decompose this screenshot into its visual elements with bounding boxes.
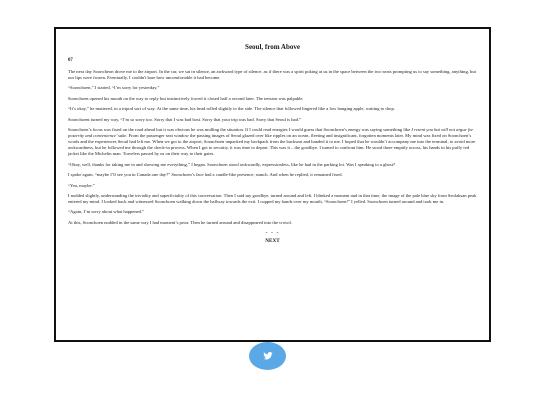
paragraph: “Okay, well, thanks for taking me in and showing me everything,” I began. Soonchoen stood awkwardly, expressionless, like he had in the parking lot. Was I speaking to a ghost?: [68, 161, 396, 167]
paragraph: The next day Sooncheon drove me to the airport. In the car, we sat in silence, an awkward type of silence, as if there was a spirit poking at us in the space between the two seats prompting us to say something, anything, but our lips were frozen. Eventually, I couldn't bare how uncomfortable it had become.: [68, 69, 476, 80]
paragraph: I nodded slightly, understanding the triviality and superficiality of this conversation. Then I said my goodbye, turned around and left. I blinked a moment and in that time, the image of the pale blue sky from Seolaksan peak entered my mind. I looked back and witnessed Soonchoen walking down the hallway towards the exit. I cupped my hands over my mouth, “Soonchoen!” I yelled. Soonchoen turned around and took me in.: [68, 193, 477, 204]
paragraph: “It’s okay,” he muttered, in a tripod sort of way. At the same time, his head rolled slightly to the side. The silence that followed lingered like a low hanging apple, waiting to drop.: [68, 106, 395, 112]
paragraph-text: From the passenger seat window the passing images of Seoul glazed over like ripples on an ocean, fleeting and insignificant, forgotten moments later. My mind was fixed on Soonchoen’s words and the experiences Seoul had left me. When we got to the airport, Soonchoen unpacked my backpack from the backseat and handed it to me. I hoped that he wouldn’t accompany me into the terminal, to avoid more awkwardness, but he followed me through the check-in process. When I got to security, it was time to depart. This was it – the goodbye. I turned to confront him. He stood there emptily across, his hands in his puffy red jacket like the Michelin man. Travelers passed by us on their way to their gates.: [68, 133, 476, 157]
paragraph: Soonchoent turned my way, “I’m so sorry too. Sorry that I was bad host. Sorry that your trip was bad. Sorry that Seoul is bad.”: [68, 116, 302, 122]
paragraph: “Again, I’m sorry about what happened.”: [68, 209, 145, 215]
section-separator: - - -: [265, 230, 280, 237]
chapter-number: 07: [68, 58, 73, 63]
paragraph: “Soonchoen,” I started, “I’m sorry for yesterday.”: [68, 85, 160, 91]
paragraph: I spoke again, “maybe I’ll see you in Canada one day?” Soonchoen’s face had a candle-like presence; stanch. And when he replied, it remained fixed.: [68, 172, 343, 178]
paragraph: At this, Soonchoen nodded in the same way I had moment’s prior. Then he turned around and disappeared into the crowd.: [68, 219, 292, 225]
twitter-share-button[interactable]: [249, 342, 286, 370]
next-link[interactable]: NEXT: [265, 238, 280, 245]
paragraph: “Yea, maybe.”: [68, 182, 95, 188]
paragraph: Soonchoen opened his mouth on the way to reply but instinctively forced it closed half a second later. The tension was palpable.: [68, 95, 304, 101]
paragraph-text: Soonchoen’s focus was fixed on the road ahead but it was obvious he was mulling the situation. If I could read energies I would guess that Soonchoen’s energy was saying something like: [68, 127, 412, 133]
italic-thought: I resent you but will not argue for posterity and convenience’ sake.: [68, 127, 474, 139]
twitter-icon: [263, 351, 273, 361]
story-title: Seoul, from Above: [245, 43, 300, 51]
story-page: [54, 27, 491, 342]
paragraph: [68, 127, 477, 157]
